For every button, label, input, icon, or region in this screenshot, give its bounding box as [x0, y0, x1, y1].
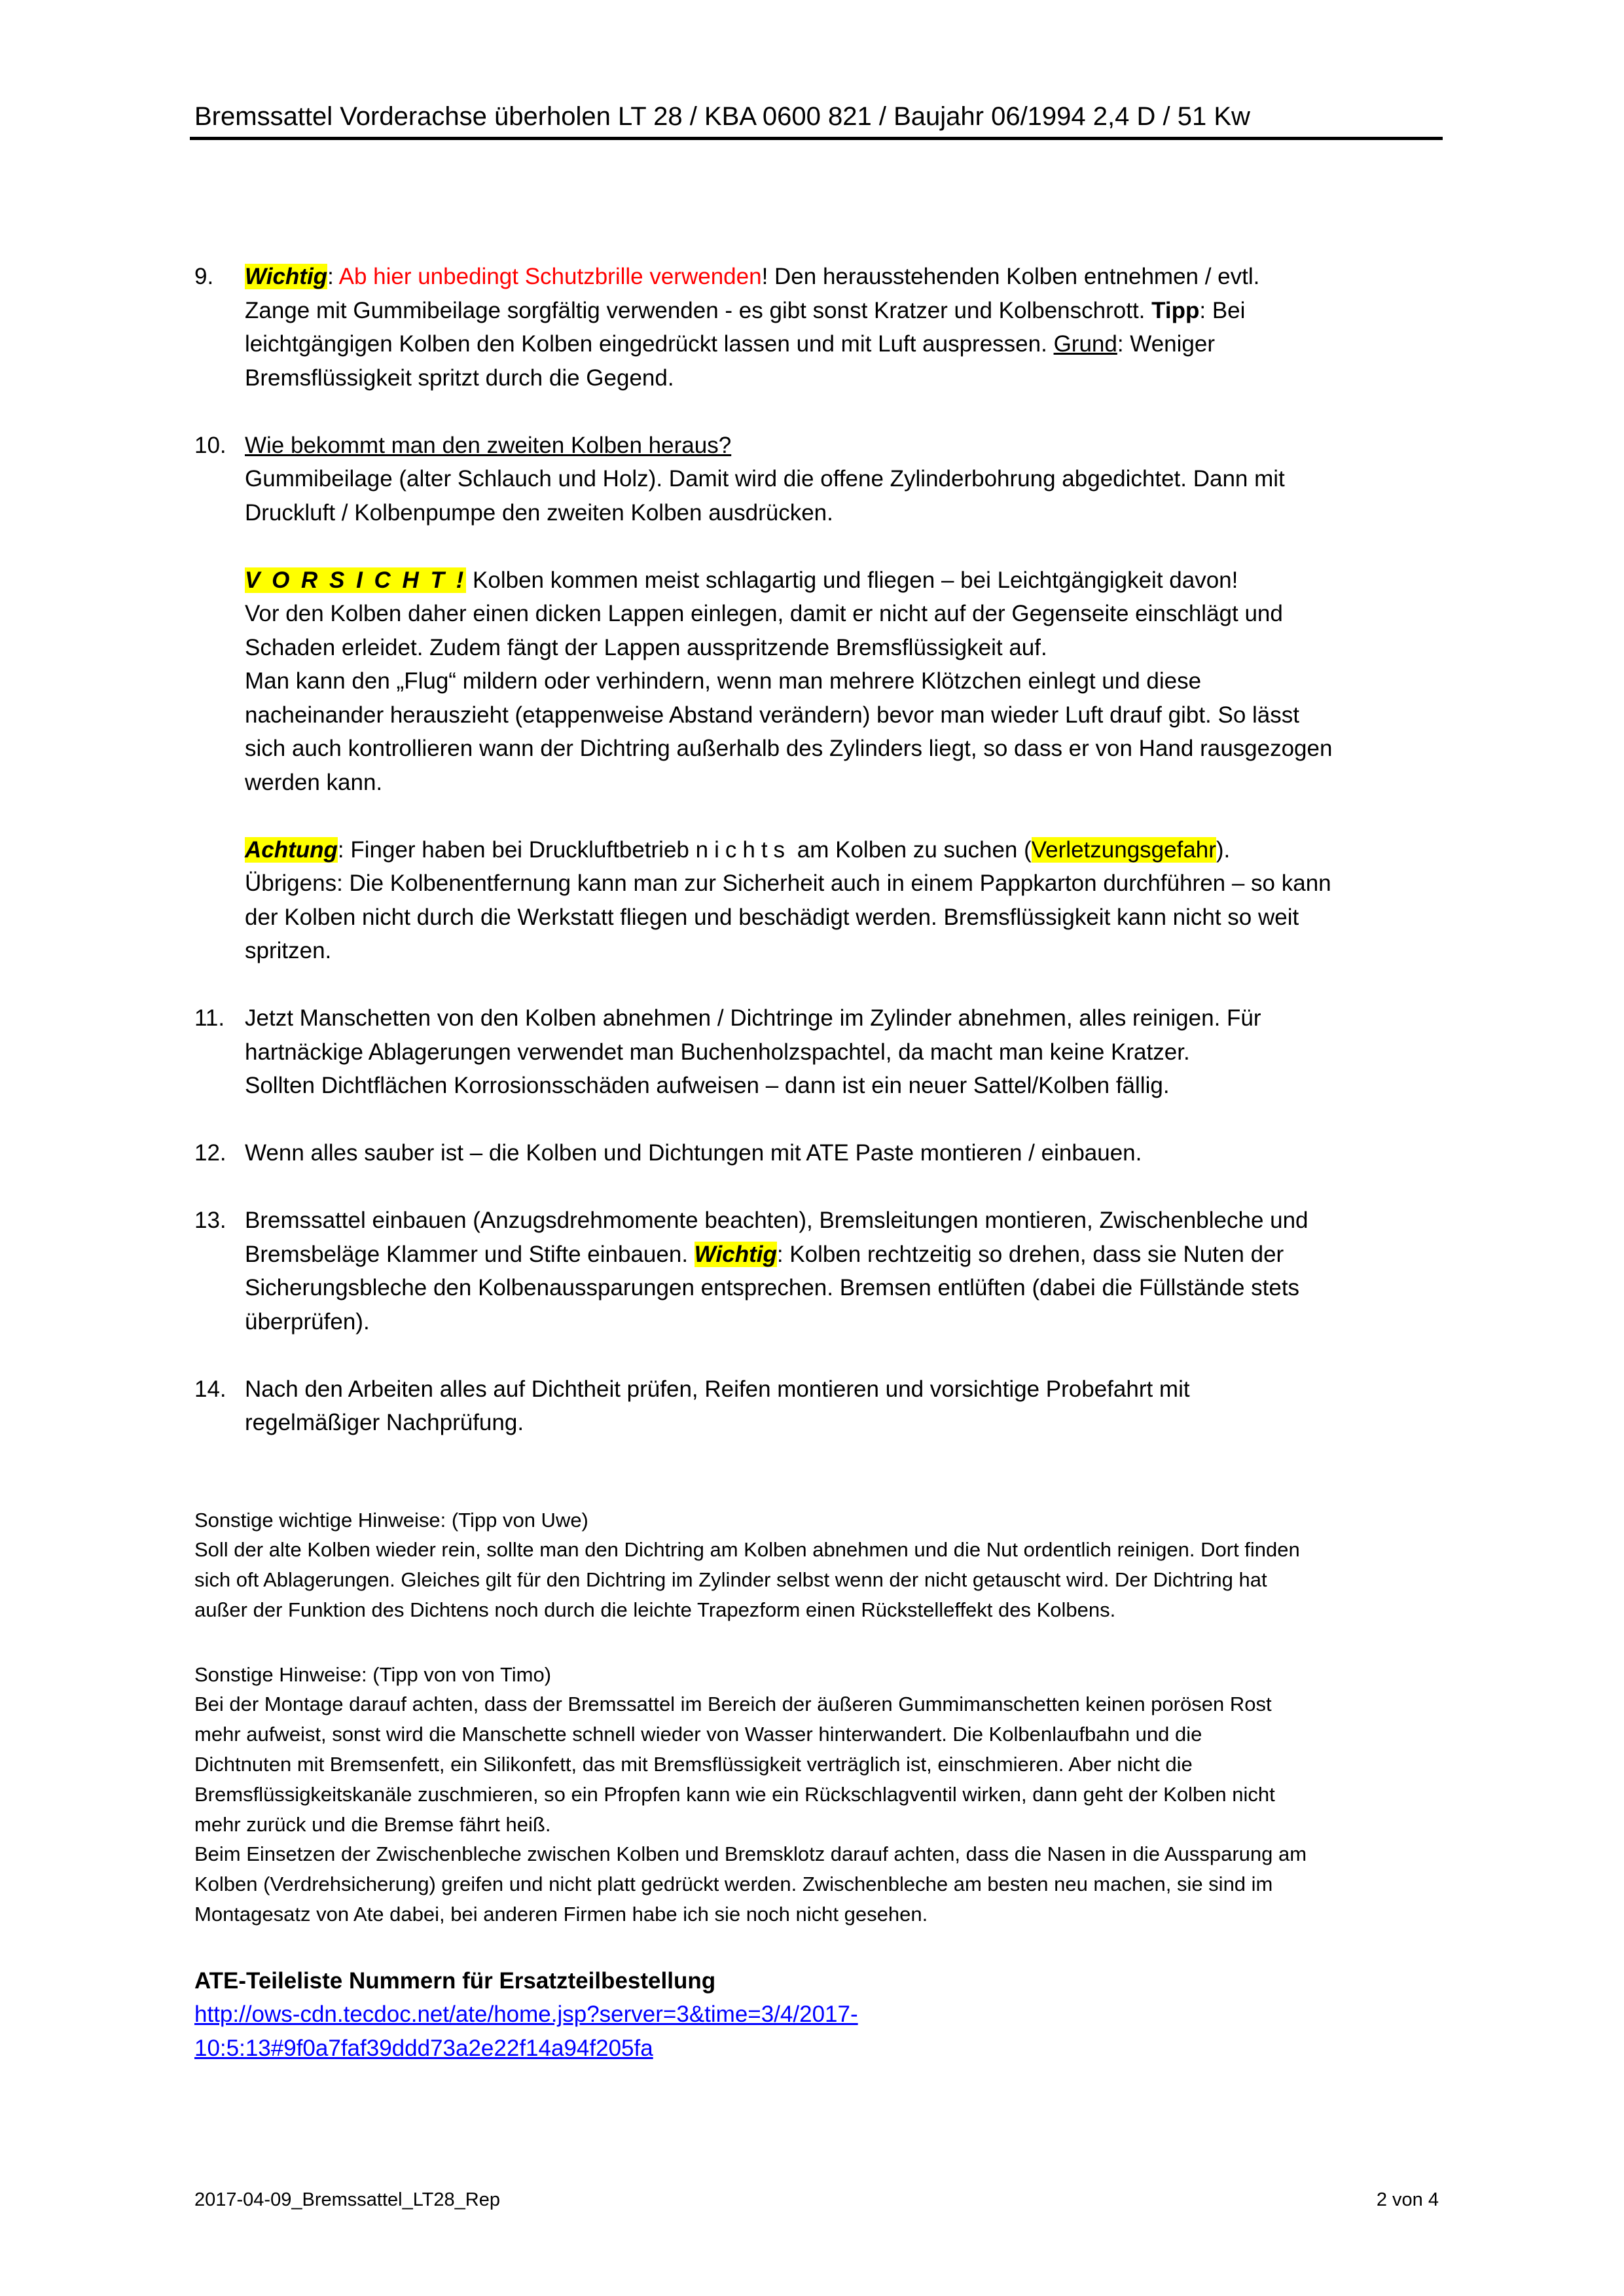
text-line [245, 766, 1451, 800]
step-number: 13. [194, 1208, 226, 1233]
text-line [245, 631, 1451, 665]
text-line [245, 1035, 1451, 1069]
text-line [194, 1839, 1451, 1869]
footer-filename: 2017-04-09_Bremssattel_LT28_Rep [194, 2189, 500, 2210]
text-segment: Soll der alte Kolben wieder rein, sollte man den Dichtring am Kolben abnehmen und die Nut ordentlich reinigen. Dort finden [194, 1538, 1300, 1562]
numbered-steps [194, 260, 1451, 1440]
text-line [245, 327, 1451, 361]
text-segment: Zange mit Gummibeilage sorgfältig verwenden - es gibt sonst Kratzer und Kolbenschrott. [245, 297, 1152, 323]
text-line [194, 1660, 1451, 1690]
note-block [194, 1660, 1451, 1929]
text-segment: spritzen. [245, 938, 332, 963]
step-text [245, 1001, 1451, 1103]
text-line [245, 698, 1451, 732]
text-segment: Bremsflüssigkeit spritzt durch die Gegend. [245, 365, 674, 391]
text-line [245, 496, 1451, 530]
text-segment: Schaden erleidet. Zudem fängt der Lappen ausspritzende Bremsflüssigkeit auf. [245, 634, 1047, 660]
emphasis-text: Wie bekommt man den zweiten Kolben heraus? [245, 432, 732, 458]
text-line [194, 1780, 1451, 1810]
text-segment: mehr zurück und die Bremse fährt heiß. [194, 1812, 551, 1836]
list-item [194, 260, 1451, 395]
emphasis-text: Achtung [245, 836, 338, 863]
text-segment: mehr aufweist, sonst wird die Manschette schnell wieder von Wasser hinterwandert. Die Kolbenlaufbahn und die [194, 1723, 1202, 1746]
text-segment: ). [1216, 836, 1231, 863]
text-line [245, 429, 1451, 463]
step-text [245, 429, 1451, 968]
step-number: 12. [194, 1140, 226, 1166]
list-item [194, 1372, 1451, 1440]
step-text [245, 260, 1451, 395]
emphasis-text: V O R S I C H T ! [245, 567, 467, 593]
step-text [245, 1372, 1451, 1440]
parts-list-link[interactable]: http://ows-cdn.tecdoc.net/ate/home.jsp?server=3&time=3/4/2017- [194, 2001, 858, 2028]
text-line [245, 901, 1451, 935]
list-item [194, 1136, 1451, 1170]
text-segment: sich auch kontrollieren wann der Dichtring außerhalb des Zylinders liegt, so dass er von Hand rausgezogen [245, 736, 1333, 761]
paragraph [245, 564, 1451, 800]
paragraph [245, 833, 1451, 968]
list-item [194, 1204, 1451, 1338]
text-line [245, 260, 1451, 294]
text-segment: Bei der Montage darauf achten, dass der Bremssattel im Bereich der äußeren Gummimanschetten keinen porösen Rost [194, 1693, 1272, 1716]
parts-list-link[interactable]: 10:5:13#9f0a7faf39ddd73a2e22f14a94f205fa [194, 2035, 653, 2061]
footer-page-number: 2 von 4 [1376, 2189, 1439, 2210]
text-line [245, 294, 1451, 328]
text-segment: Bremsflüssigkeitskanäle zuschmieren, so ein Pfropfen kann wie ein Rückschlagventil wirken, dann geht der Kolben nicht [194, 1782, 1275, 1806]
text-segment: : Finger haben bei Druckluftbetrieb [337, 836, 696, 863]
text-line [245, 564, 1451, 598]
text-line [245, 934, 1451, 968]
note-block [194, 1505, 1451, 1625]
text-line [245, 867, 1451, 901]
text-line [245, 1406, 1451, 1440]
text-segment: Jetzt Manschetten von den Kolben abnehmen / Dichtringe im Zylinder abnehmen, alles reinigen. Für [245, 1005, 1261, 1031]
text-segment: : Bei [1199, 297, 1246, 323]
additional-notes [194, 1505, 1451, 1929]
text-segment: : Kolben rechtzeitig so drehen, dass sie Nuten der [776, 1241, 1284, 1267]
text-segment: sich oft Ablagerungen. Gleiches gilt für den Dichtring im Zylinder selbst wenn der nicht getauscht wird. Der Dichtring hat [194, 1568, 1267, 1592]
text-line [245, 361, 1451, 395]
text-line [194, 1719, 1451, 1749]
text-segment: : Weniger [1117, 331, 1215, 357]
paragraph [245, 260, 1451, 395]
text-segment: Dichtnuten mit Bremsenfett, ein Silikonfett, das mit Bremsflüssigkeit verträglich ist, einschmieren. Aber nicht die [194, 1753, 1193, 1776]
emphasis-text: Tipp [1151, 297, 1200, 323]
text-line [245, 1001, 1451, 1035]
text-line [245, 833, 1451, 867]
text-line [194, 1899, 1451, 1929]
paragraph [245, 1204, 1451, 1338]
text-segment: regelmäßiger Nachprüfung. [245, 1410, 524, 1435]
text-line [194, 1505, 1451, 1535]
emphasis-text: Grund [1053, 331, 1117, 357]
text-segment: hartnäckige Ablagerungen verwendet man Buchenholzspachtel, da macht man keine Kratzer. [245, 1039, 1190, 1065]
paragraph [245, 1001, 1451, 1103]
document-body [194, 260, 1451, 2065]
text-line [245, 1069, 1451, 1103]
paragraph [245, 429, 1451, 530]
text-segment: Wenn alles sauber ist – die Kolben und Dichtungen mit ATE Paste montieren / einbauen. [245, 1140, 1142, 1166]
text-segment: Sollten Dichtflächen Korrosionsschäden aufweisen – dann ist ein neuer Sattel/Kolben fällig. [245, 1073, 1170, 1098]
text-line [194, 1595, 1451, 1625]
text-segment: Gummibeilage (alter Schlauch und Holz). Damit wird die offene Zylinderbohrung abgedichtet. Dann mit [245, 466, 1285, 492]
text-line [245, 1238, 1451, 1272]
text-segment: Druckluft / Kolbenpumpe den zweiten Kolben ausdrücken. [245, 499, 833, 526]
text-segment: Vor den Kolben daher einen dicken Lappen einlegen, damit er nicht auf der Gegenseite einschlägt und [245, 601, 1283, 626]
text-line [194, 1689, 1451, 1719]
text-line [245, 664, 1451, 698]
text-segment: Kolben kommen meist schlagartig und fliegen – bei Leichtgängigkeit davon! [466, 567, 1238, 593]
text-segment: ! Den herausstehenden Kolben entnehmen / evtl. [761, 264, 1260, 289]
text-segment: Nach den Arbeiten alles auf Dichtheit prüfen, Reifen montieren und vorsichtige Probefahrt mit [245, 1376, 1190, 1402]
text-line [194, 1565, 1451, 1595]
emphasis-text: Wichtig [245, 264, 328, 289]
step-number: 9. [194, 264, 214, 289]
header-divider [190, 137, 1443, 140]
text-segment: Sonstige Hinweise: (Tipp von von Timo) [194, 1662, 552, 1686]
step-number: 14. [194, 1376, 226, 1402]
emphasis-text: ATE-Teileliste Nummern für Ersatzteilbestellung [194, 1967, 716, 1994]
text-line [245, 1305, 1451, 1339]
text-line [245, 1372, 1451, 1407]
paragraph [245, 1136, 1451, 1170]
text-segment: : [327, 264, 339, 289]
text-segment: Bremsbeläge Klammer und Stifte einbauen. [245, 1241, 695, 1267]
step-number: 10. [194, 432, 226, 458]
text-segment: Sonstige wichtige Hinweise: (Tipp von Uwe) [194, 1508, 588, 1532]
text-line [245, 732, 1451, 766]
text-line [194, 1749, 1451, 1780]
text-segment: leichtgängigen Kolben den Kolben eingedrückt lassen und mit Luft auspressen. [245, 331, 1054, 357]
ate-parts-section [194, 1964, 1451, 2066]
page-header-title: Bremssattel Vorderachse überholen LT 28 / KBA 0600 821 / Baujahr 06/1994 2,4 D / 51 Kw [194, 102, 1250, 131]
text-line [245, 462, 1451, 496]
emphasis-text: nichts [695, 836, 791, 863]
text-line [194, 1964, 1451, 1998]
text-line [245, 1136, 1451, 1170]
text-line [245, 1204, 1451, 1238]
paragraph [245, 1372, 1451, 1440]
text-segment: außer der Funktion des Dichtens noch durch die leichte Trapezform einen Rückstelleffekt des Kolbens. [194, 1598, 1116, 1621]
text-segment: Übrigens: Die Kolbenentfernung kann man zur Sicherheit auch in einem Pappkarton durchführen – so kann [245, 870, 1331, 896]
text-line [194, 1535, 1451, 1565]
text-segment: der Kolben nicht durch die Werkstatt fliegen und beschädigt werden. Bremsflüssigkeit kann nicht so weit [245, 904, 1299, 930]
text-line [194, 1869, 1451, 1899]
text-segment: Beim Einsetzen der Zwischenbleche zwischen Kolben und Bremsklotz darauf achten, dass die Nasen in die Aussparung am [194, 1842, 1307, 1866]
text-segment: werden kann. [245, 769, 383, 795]
text-line [194, 2032, 1451, 2066]
list-item [194, 1001, 1451, 1103]
text-segment: Kolben (Verdrehsicherung) greifen und nicht platt gedrückt werden. Zwischenbleche am besten neu machen, sie sind im [194, 1873, 1273, 1896]
text-segment: Montagesatz von Ate dabei, bei anderen Firmen habe ich sie noch nicht gesehen. [194, 1903, 928, 1926]
emphasis-text: Wichtig [694, 1241, 777, 1267]
text-line [245, 1271, 1451, 1305]
text-segment: nacheinander herauszieht (etappenweise Abstand verändern) bevor man wieder Luft drauf gibt. So lässt [245, 702, 1299, 728]
text-segment: Sicherungsbleche den Kolbenaussparungen entsprechen. Bremsen entlüften (dabei die Füllstände stets [245, 1275, 1300, 1300]
step-number: 11. [194, 1005, 225, 1031]
text-segment: Man kann den „Flug“ mildern oder verhindern, wenn man mehrere Klötzchen einlegt und diese [245, 668, 1202, 694]
text-segment: am Kolben zu suchen ( [791, 836, 1032, 863]
step-text [245, 1204, 1451, 1338]
step-text [245, 1136, 1451, 1170]
text-line [194, 1998, 1451, 2032]
text-segment: überprüfen). [245, 1308, 370, 1335]
emphasis-text: Verletzungsgefahr [1031, 836, 1216, 863]
text-segment: Bremssattel einbauen (Anzugsdrehmomente beachten), Bremsleitungen montieren, Zwischenbleche und [245, 1208, 1308, 1233]
text-line [194, 1810, 1451, 1840]
text-line [245, 597, 1451, 631]
emphasis-text: Ab hier unbedingt Schutzbrille verwenden [338, 264, 762, 289]
list-item [194, 429, 1451, 968]
